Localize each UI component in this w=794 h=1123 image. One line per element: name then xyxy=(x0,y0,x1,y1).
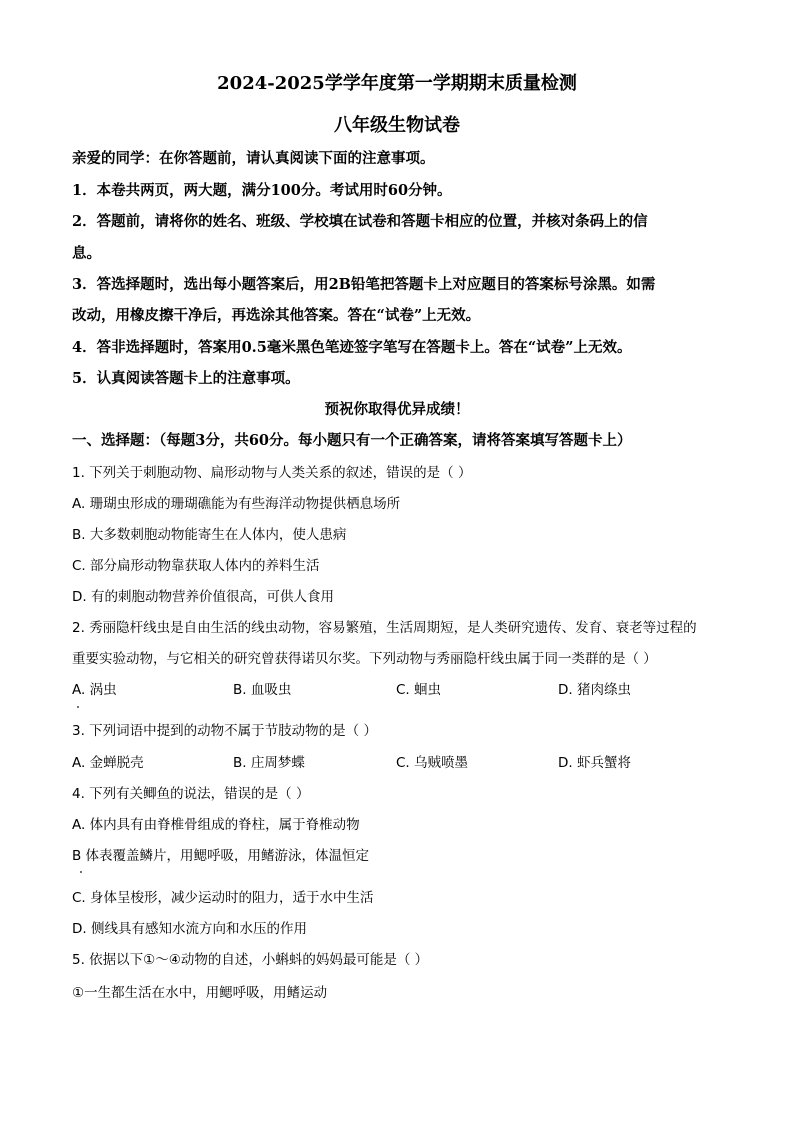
notice-item-3: 3．答选择题时，选出每小题答案后，用2B铅笔把答题卡上对应题目的答案标号涂黑。如需 xyxy=(72,276,656,293)
question-3-option-d: D. 虾兵蟹将 xyxy=(558,755,631,771)
question-1-option-b: B. 大多数刺胞动物能寄生在人体内，使人患病 xyxy=(72,527,347,543)
notice-item-3-cont: 改动，用橡皮擦干净后，再选涂其他答案。答在“试卷”上无效。 xyxy=(72,307,481,324)
question-1-stem: 1. 下列关于刺胞动物、扁形动物与人类关系的叙述，错误的是（ ） xyxy=(72,465,472,481)
question-3-stem: 3. 下列词语中提到的动物不属于节肢动物的是（ ） xyxy=(72,723,377,739)
question-3-option-c: C. 乌贼喷墨 xyxy=(396,755,469,771)
question-2-option-b: B. 血吸虫 xyxy=(233,682,292,698)
section-heading: 一、选择题：（每题3分，共60分。每小题只有一个正确答案，请将答案填写答题卡上） xyxy=(72,432,632,449)
stray-dot-mark xyxy=(80,871,82,873)
question-3-option-b: B. 庄周梦蝶 xyxy=(233,755,305,771)
question-5-stem: 5. 依据以下①～④动物的自述，小蝌蚪的妈妈最可能是（ ） xyxy=(72,952,429,968)
question-2-stem-line-2: 重要实验动物，与它相关的研究曾获得诺贝尔奖。下列动物与秀丽隐杆线虫属于同一类群的是（ ） xyxy=(72,651,657,667)
question-2-option-d: D. 猪肉绦虫 xyxy=(558,682,631,698)
notice-item-5: 5．认真阅读答题卡上的注意事项。 xyxy=(72,370,300,387)
question-1-option-d: D. 有的刺胞动物营养价值很高，可供人食用 xyxy=(72,589,334,605)
question-5-statement-1: ①一生都生活在水中，用鳃呼吸，用鳍运动 xyxy=(72,985,328,1001)
notice-intro: 亲爱的同学：在你答题前，请认真阅读下面的注意事项。 xyxy=(72,150,435,167)
stray-dot-mark xyxy=(77,706,79,708)
question-4-option-c: C. 身体呈梭形，减少运动时的阻力，适于水中生活 xyxy=(72,890,374,906)
question-2-option-a: A. 涡虫 xyxy=(72,682,117,698)
notice-item-2: 2．答题前，请将你的姓名、班级、学校填在试卷和答题卡相应的位置，并核对条码上的信 xyxy=(72,213,648,230)
question-2-stem-line-1: 2. 秀丽隐杆线虫是自由生活的线虫动物，容易繁殖，生活周期短，是人类研究遗传、发育、衰老等过程的 xyxy=(72,620,697,636)
notice-item-2-cont: 息。 xyxy=(72,245,101,262)
question-1-option-a: A. 珊瑚虫形成的珊瑚礁能为有些海洋动物提供栖息场所 xyxy=(72,496,401,512)
question-4-option-d: D. 侧线具有感知水流方向和水压的作用 xyxy=(72,921,307,937)
question-4-option-a: A. 体内具有由脊椎骨组成的脊柱，属于脊椎动物 xyxy=(72,817,360,833)
exam-title: 2024-2025学学年度第一学期期末质量检测 xyxy=(217,73,577,94)
notice-item-4: 4．答非选择题时，答案用0.5毫米黑色笔迹签字笔写在答题卡上。答在“试卷”上无效。 xyxy=(72,339,632,356)
question-1-option-c: C. 部分扁形动物靠获取人体内的养料生活 xyxy=(72,558,320,574)
question-2-option-c: C. 蛔虫 xyxy=(396,682,442,698)
notice-wish: 预祝你取得优异成绩！ xyxy=(324,401,470,418)
notice-item-1: 1．本卷共两页，两大题，满分100分。考试用时60分钟。 xyxy=(72,182,452,199)
exam-subtitle: 八年级生物试卷 xyxy=(334,115,460,136)
question-4-stem: 4. 下列有关鲫鱼的说法，错误的是（ ） xyxy=(72,786,310,802)
question-3-option-a: A. 金蝉脱壳 xyxy=(72,755,144,771)
question-4-option-b: B 体表覆盖鳞片，用鳃呼吸，用鳍游泳，体温恒定 xyxy=(72,848,370,864)
